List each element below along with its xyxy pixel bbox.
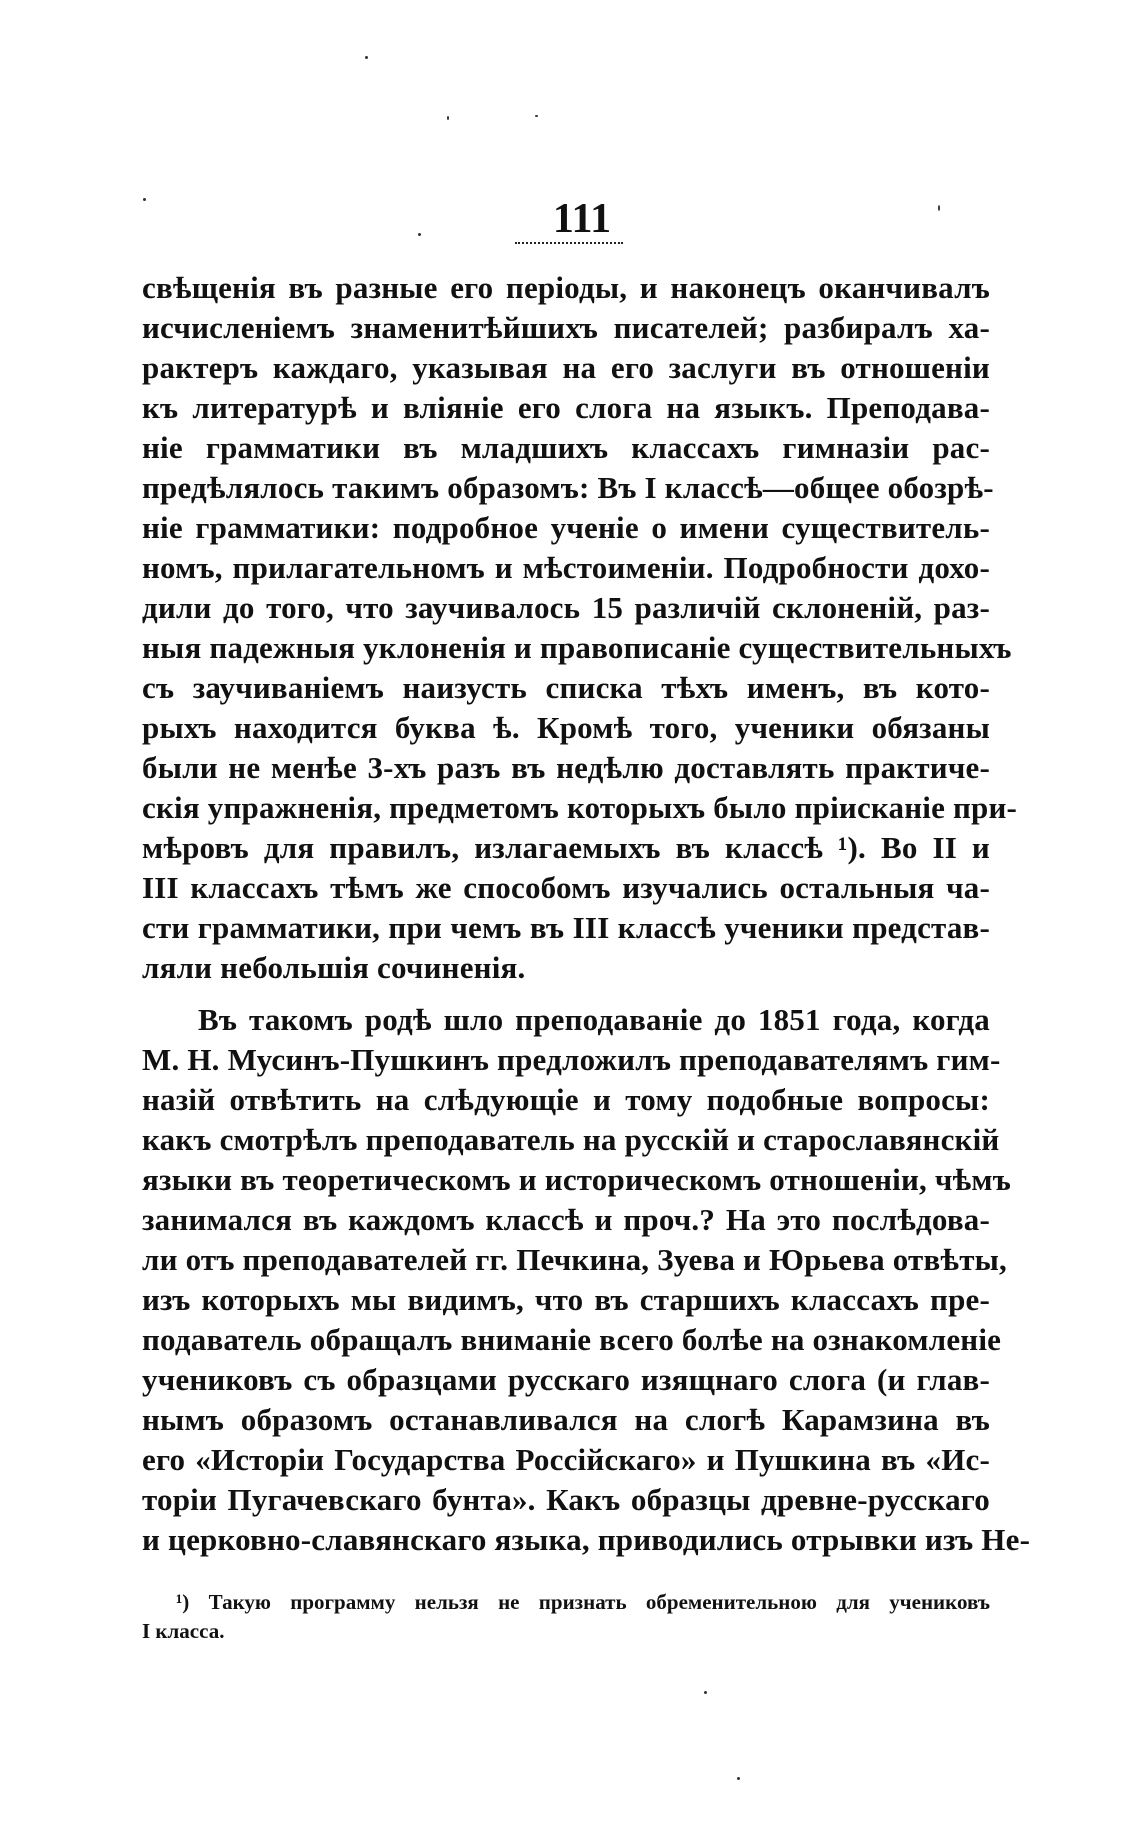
scan-speck xyxy=(143,198,146,201)
body-line: какъ смотрѣлъ преподаватель на русскій и старославянскій xyxy=(142,1122,1000,1157)
scan-speck xyxy=(938,205,940,211)
body-line: ли отъ преподавателей гг. Печкина, Зуева и Юрьева отвѣты, xyxy=(142,1242,1007,1277)
scan-speck xyxy=(704,1691,707,1694)
body-line: номъ, прилагательномъ и мѣстоименіи. Подробности дохо- xyxy=(142,550,990,585)
body-line: были не менѣе 3-хъ разъ въ недѣлю доставлять практиче- xyxy=(142,750,990,785)
body-line: скія упражненія, предметомъ которыхъ было пріисканіе при- xyxy=(142,790,1018,825)
body-line: языки въ теоретическомъ и историческомъ отношеніи, чѣмъ xyxy=(142,1162,1012,1197)
body-line: учениковъ съ образцами русскаго изящнаго слога (и глав- xyxy=(142,1362,990,1397)
body-line: рактеръ каждаго, указывая на его заслуги въ отношеніи xyxy=(142,350,990,385)
body-line: дили до того, что заучивалось 15 различій склоненій, раз- xyxy=(142,590,990,625)
body-line: его «Исторіи Государства Россійскаго» и Пушкина въ «Ис- xyxy=(142,1442,990,1477)
body-line: исчисленіемъ знаменитѣйшихъ писателей; разбиралъ ха- xyxy=(142,310,990,345)
body-line: съ заучиваніемъ наизусть списка тѣхъ именъ, въ кото- xyxy=(142,670,990,705)
body-line: ныя падежныя уклоненія и правописаніе существительныхъ xyxy=(142,630,1012,665)
body-line: сти грамматики, при чемъ въ III классѣ ученики представ- xyxy=(142,910,990,945)
body-line: III классахъ тѣмъ же способомъ изучались остальныя ча- xyxy=(142,870,990,905)
body-line: мѣровъ для правилъ, излагаемыхъ въ классѣ ¹). Во II и xyxy=(142,830,990,865)
scan-speck xyxy=(535,115,538,117)
footnote-line: I класса. xyxy=(142,1619,225,1643)
body-line: назій отвѣтить на слѣдующіе и тому подобные вопросы: xyxy=(142,1082,990,1117)
page-number-rule xyxy=(515,242,623,244)
body-line: торіи Пугачевскаго бунта». Какъ образцы древне-русскаго xyxy=(142,1482,990,1517)
footnote-line: ¹) Такую программу нельзя не признать обременительною для учениковъ xyxy=(176,1590,990,1614)
body-line: ніе грамматики: подробное ученіе о имени существитель- xyxy=(142,510,990,545)
body-line: подаватель обращалъ вниманіе всего болѣе на ознакомленіе xyxy=(142,1322,1002,1357)
scan-speck xyxy=(737,1777,740,1780)
body-line: и церковно-славянскаго языка, приводились отрывки изъ Не- xyxy=(142,1522,1031,1557)
page-number: 111 xyxy=(552,196,612,242)
scan-speck xyxy=(418,233,421,236)
body-line: занимался въ каждомъ классѣ и проч.? На это послѣдова- xyxy=(142,1202,990,1237)
body-line: свѣщенія въ разные его періоды, и наконецъ оканчивалъ xyxy=(142,270,990,305)
body-line: ніе грамматики въ младшихъ классахъ гимназіи рас- xyxy=(142,430,990,465)
body-line: изъ которыхъ мы видимъ, что въ старшихъ классахъ пре- xyxy=(142,1282,990,1317)
body-line: предѣлялось такимъ образомъ: Въ I классѣ—общее обозрѣ- xyxy=(142,470,994,505)
body-line: нымъ образомъ останавливался на слогѣ Карамзина въ xyxy=(142,1402,990,1437)
body-line: къ литературѣ и вліяніе его слога на языкъ. Преподава- xyxy=(142,390,990,425)
body-line: М. Н. Мусинъ-Пушкинъ предложилъ преподавателямъ гим- xyxy=(142,1042,1001,1077)
body-line: Въ такомъ родѣ шло преподаваніе до 1851 года, когда xyxy=(198,1002,990,1037)
body-line: рыхъ находится буква ѣ. Кромѣ того, ученики обязаны xyxy=(142,710,990,745)
scan-speck xyxy=(365,56,368,59)
body-line: ляли небольшія сочиненія. xyxy=(142,950,526,985)
scan-speck xyxy=(447,116,449,120)
